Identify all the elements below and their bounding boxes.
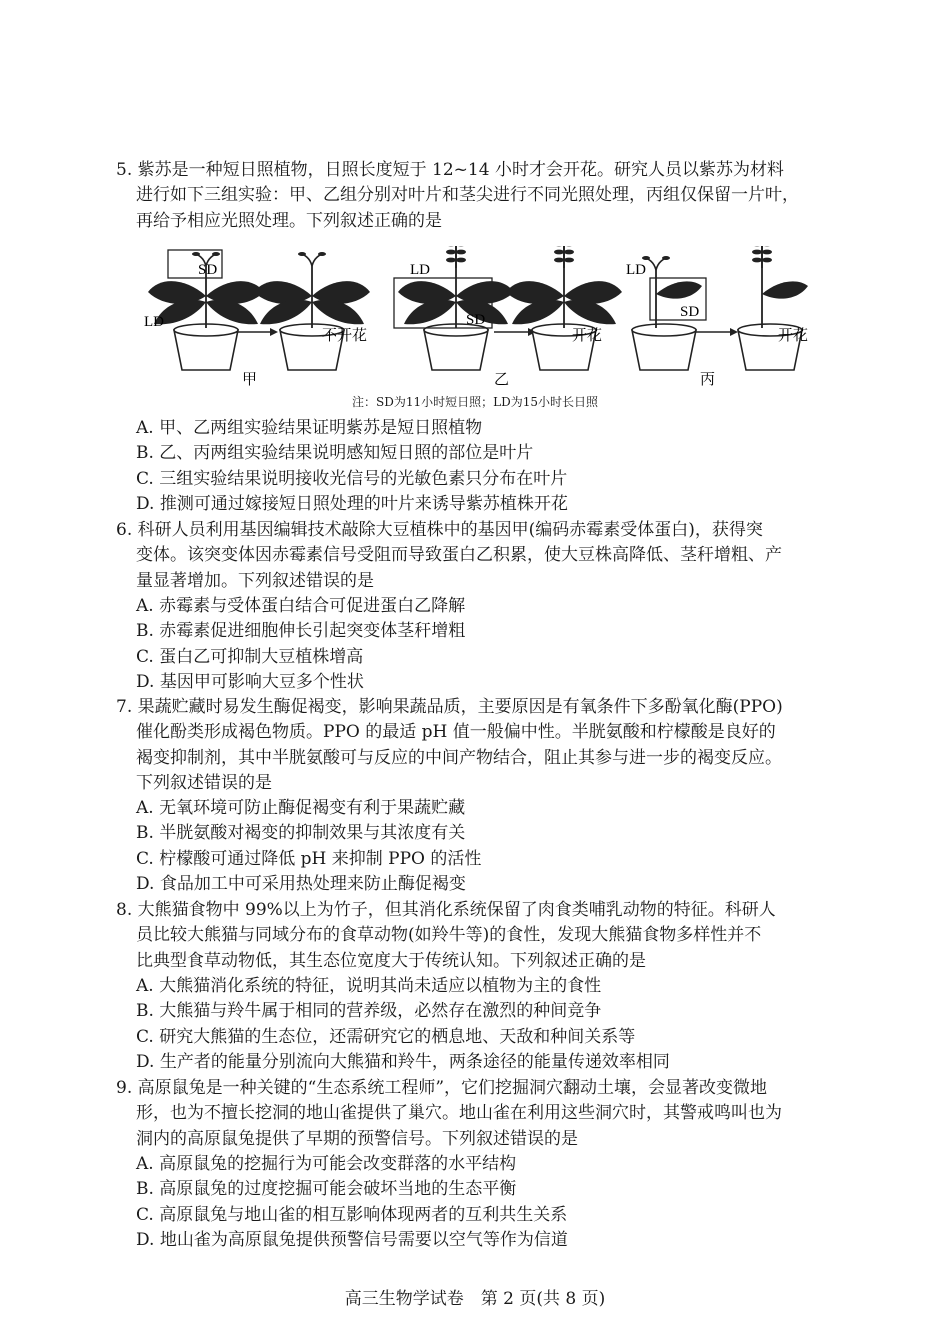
result-flower: 开花 [778, 328, 809, 344]
option-d: D. 食品加工中可采用热处理来防止酶促褐变 [136, 874, 466, 895]
stem-line: 量显著增加。下列叙述错误的是 [136, 570, 374, 591]
group-c-label: 丙 [700, 372, 716, 388]
option-b: B. 大熊猫与羚牛属于相同的营养级，必然存在激烈的种间竞争 [136, 1001, 602, 1022]
question-5-options [136, 416, 852, 518]
stem-line: 催化酚类形成褐色物质。PPO 的最适 pH 值一般偏中性。半胱氨酸和柠檬酸是良好的 [136, 722, 776, 743]
result-flower: 开花 [572, 328, 603, 344]
question-8-stem [116, 898, 852, 974]
page-footer: 高三生物学试卷 第 2 页(共 8 页) [344, 1289, 606, 1309]
option-d: D. 基因甲可影响大豆多个性状 [136, 672, 364, 693]
stem-line: 下列叙述错误的是 [136, 773, 272, 794]
question-7-stem [116, 695, 852, 797]
stem-line: 洞内的高原鼠兔提供了早期的预警信号。下列叙述错误的是 [136, 1128, 578, 1149]
stem-line: 比典型食草动物低，其生态位宽度大于传统认知。下列叙述正确的是 [136, 950, 646, 971]
label-sd: SD [680, 304, 700, 320]
question-5-stem [116, 158, 852, 234]
label-ld: LD [144, 314, 164, 330]
stem-line: 8. 大熊猫食物中 99%以上为竹子，但其消化系统保留了肉食类哺乳动物的特征。科研人 [116, 900, 776, 920]
option-c: C. 蛋白乙可抑制大豆植株增高 [136, 646, 364, 667]
option-c: C. 三组实验结果说明接收光信号的光敏色素只分布在叶片 [136, 468, 568, 489]
question-7-options [136, 796, 852, 898]
option-b: B. 半胱氨酸对褐变的抑制效果与其浓度有关 [136, 823, 466, 844]
label-ld: LD [410, 262, 430, 278]
question-8-options [136, 974, 852, 1076]
option-a: A. 甲、乙两组实验结果证明紫苏是短日照植物 [136, 418, 483, 438]
option-d: D. 生产者的能量分别流向大熊猫和羚牛，两条途径的能量传递效率相同 [136, 1052, 670, 1073]
option-a: A. 大熊猫消化系统的特征，说明其尚未适应以植物为主的食性 [136, 976, 602, 996]
plant-c-result [738, 246, 808, 370]
group-b-label: 乙 [494, 372, 510, 388]
figure-note: 注：SD为11小时短日照；LD为15小时长日照 [352, 395, 598, 409]
option-b: B. 赤霉素促进细胞伸长引起突变体茎秆增粗 [136, 621, 466, 642]
stem-line: 6. 科研人员利用基因编辑技术敲除大豆植株中的基因甲(编码赤霉素受体蛋白)，获得突 [116, 520, 763, 540]
result-no-flower: 不开花 [322, 328, 368, 344]
stem-line: 5. 紫苏是一种短日照植物，日照长度短于 12~14 小时才会开花。研究人员以紫苏为材料 [116, 160, 784, 180]
option-d: D. 地山雀为高原鼠兔提供预警信号需要以空气等作为信道 [136, 1230, 568, 1251]
option-a: A. 无氧环境可防止酶促褐变有利于果蔬贮藏 [136, 798, 466, 818]
stem-line: 员比较大熊猫与同域分布的食草动物(如羚牛等)的食性，发现大熊猫食物多样性并不 [136, 925, 762, 946]
question-6-stem [116, 518, 852, 594]
stem-line: 形，也为不擅长挖洞的地山雀提供了巢穴。地山雀在利用这些洞穴时，其警戒鸣叫也为 [136, 1103, 782, 1124]
plant-a-result [254, 252, 370, 370]
stem-line: 进行如下三组实验：甲、乙组分别对叶片和茎尖进行不同光照处理，丙组仅保留一片叶， [136, 185, 799, 206]
question-9-stem [116, 1076, 852, 1152]
stem-line: 9. 高原鼠兔是一种关键的“生态系统工程师”，它们挖掘洞穴翻动土壤，会显著改变微地 [116, 1078, 768, 1098]
option-a: A. 高原鼠兔的挖掘行为可能会改变群落的水平结构 [136, 1154, 517, 1174]
question-9-options [136, 1152, 852, 1254]
plant-b-result [506, 246, 622, 370]
option-d: D. 推测可通过嫁接短日照处理的叶片来诱导紫苏植株开花 [136, 494, 568, 515]
option-c: C. 柠檬酸可通过降低 pH 来抑制 PPO 的活性 [136, 848, 482, 869]
option-b: B. 乙、丙两组实验结果说明感知短日照的部位是叶片 [136, 443, 534, 464]
question-6-options [136, 594, 852, 696]
option-b: B. 高原鼠兔的过度挖掘可能会破坏当地的生态平衡 [136, 1179, 517, 1200]
label-sd: SD [198, 262, 218, 278]
option-c: C. 研究大熊猫的生态位，还需研究它的栖息地、天敌和种间关系等 [136, 1026, 636, 1047]
label-ld: LD [626, 262, 646, 278]
label-sd: SD [466, 312, 486, 328]
plant-experiment-figure [140, 246, 820, 416]
stem-line: 变体。该突变体因赤霉素信号受阻而导致蛋白乙积累，使大豆株高降低、茎秆增粗、产 [136, 545, 782, 566]
option-a: A. 赤霉素与受体蛋白结合可促进蛋白乙降解 [136, 596, 466, 616]
group-a-label: 甲 [242, 372, 258, 388]
stem-line: 再给予相应光照处理。下列叙述正确的是 [136, 210, 442, 231]
option-c: C. 高原鼠兔与地山雀的相互影响体现两者的互利共生关系 [136, 1204, 568, 1225]
stem-line: 7. 果蔬贮藏时易发生酶促褐变，影响果蔬品质，主要原因是有氧条件下多酚氧化酶(PPO) [116, 697, 783, 717]
stem-line: 褐变抑制剂，其中半胱氨酸可与反应的中间产物结合，阻止其参与进一步的褐变反应。 [136, 747, 782, 768]
